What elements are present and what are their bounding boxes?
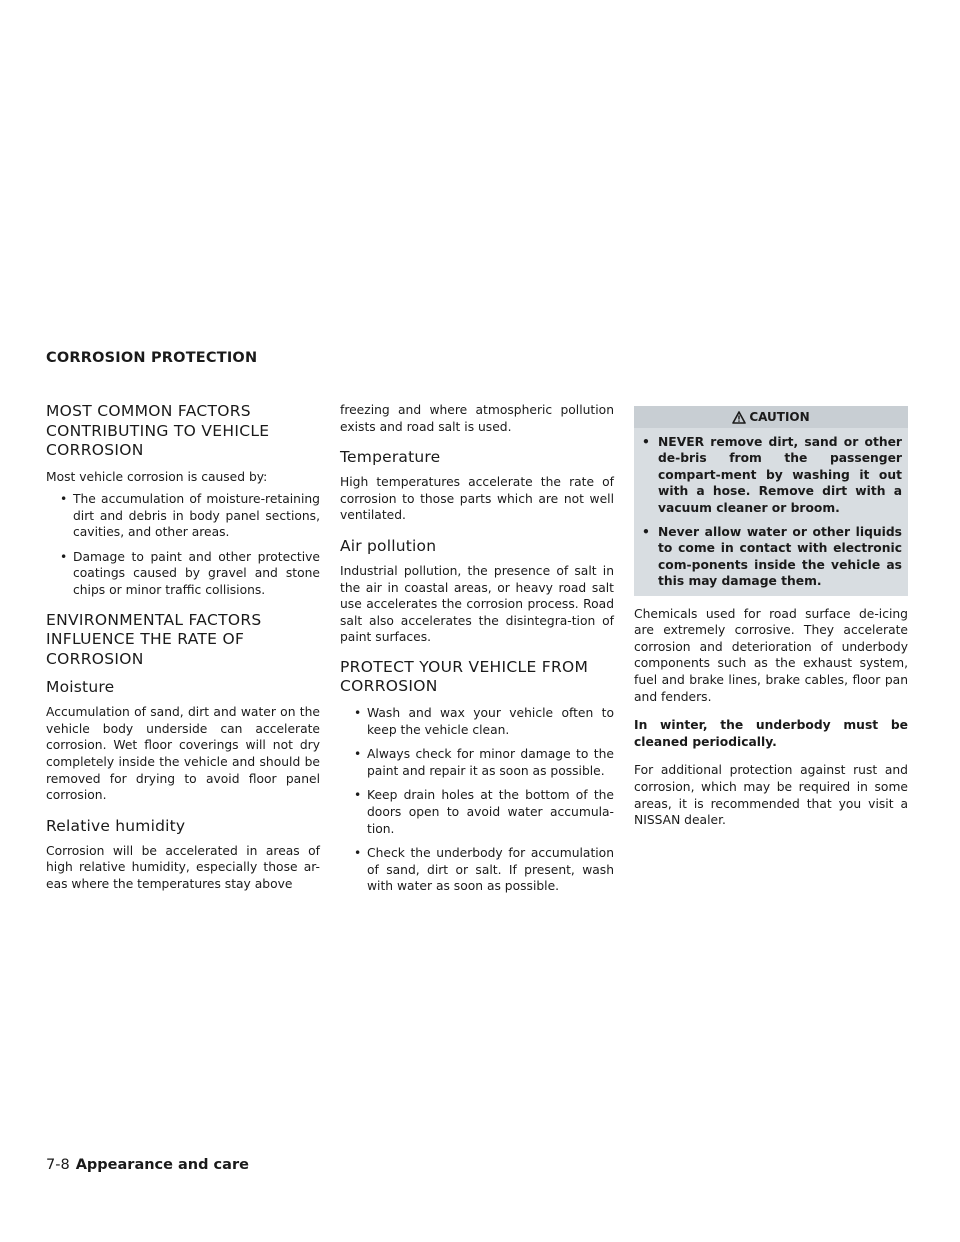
heading-common-factors: MOST COMMON FACTORS CONTRIBUTING TO VEHICLE CORROSION — [46, 402, 270, 459]
section-title: CORROSION PROTECTION — [46, 350, 258, 366]
column-1 — [46, 402, 320, 905]
causes-list — [46, 491, 320, 599]
intro-paragraph: Most vehicle corrosion is caused by: — [46, 469, 268, 484]
heading-relative-humidity: Relative humidity — [46, 816, 186, 835]
protect-list — [340, 705, 614, 895]
heading-temperature: Temperature — [340, 448, 441, 467]
heading-moisture: Moisture — [46, 678, 115, 697]
heading-protect-vehicle: PROTECT YOUR VEHICLE FROM CORROSION — [340, 657, 589, 696]
caution-box — [634, 406, 908, 596]
page-number: 7-8 — [46, 1157, 70, 1173]
list-item: • Always check for minor damage to the paint and repair it as soon as possible. — [354, 746, 614, 779]
list-item: • The accumulation of moisture-retaining dirt and debris in body panel sections, cavities, and other areas. — [60, 491, 320, 541]
caution-list — [634, 428, 908, 590]
chemicals-paragraph: Chemicals used for road surface de-icing are extremely corrosive. They accelerate corrosion and deterioration of underbody components such as the exhaust system, fuel and brake lines, brake cables, floor pan and fenders. — [634, 606, 908, 704]
column-2 — [340, 402, 614, 907]
heading-air-pollution: Air pollution — [340, 536, 437, 555]
caution-header — [634, 406, 908, 428]
chapter-title: Appearance and care — [75, 1157, 249, 1173]
list-item: • Keep drain holes at the bottom of the doors open to avoid water accumula-tion. — [354, 787, 614, 837]
column-3 — [634, 402, 908, 841]
warning-triangle-icon — [732, 411, 746, 424]
list-item: • Never allow water or other liquids to come in contact with electronic com-ponents inside the vehicle as this may damage them. — [642, 524, 902, 590]
heading-environmental-factors: ENVIRONMENTAL FACTORS INFLUENCE THE RATE OF CORROSION — [46, 610, 262, 668]
winter-paragraph: In winter, the underbody must be cleaned periodically. — [634, 718, 908, 749]
air-pollution-paragraph: Industrial pollution, the presence of salt in the air in coastal areas, or heavy road salt use accelerates the corrosion process. Road salt also accelerates the disintegra-tion of paint surfaces. — [340, 563, 614, 645]
list-item: • NEVER remove dirt, sand or other de-bris from the passenger compart-ment by washing it out with a hose. Remove dirt with a vacuum cleaner or broom. — [642, 434, 902, 516]
caution-title: CAUTION — [749, 410, 810, 424]
list-item: • Damage to paint and other protective coatings caused by gravel and stone chips or minor traffic collisions. — [60, 549, 320, 599]
humidity-continued-paragraph: freezing and where atmospheric pollution exists and road salt is used. — [340, 403, 614, 434]
list-item: • Check the underbody for accumulation of sand, dirt or salt. If present, wash with water as soon as possible. — [354, 845, 614, 895]
temperature-paragraph: High temperatures accelerate the rate of corrosion to those parts which are not well ventilated. — [340, 475, 614, 523]
additional-protection-paragraph: For additional protection against rust and corrosion, which may be required in some areas, it is recommended that you visit a NISSAN dealer. — [634, 763, 908, 828]
humidity-paragraph: Corrosion will be accelerated in areas of high relative humidity, especially those ar-eas where the temperatures stay above — [46, 843, 320, 891]
page-footer — [46, 1157, 249, 1173]
list-item: • Wash and wax your vehicle often to keep the vehicle clean. — [354, 705, 614, 738]
moisture-paragraph: Accumulation of sand, dirt and water on the vehicle body underside can accelerate corrosion. Wet floor coverings will not dry completely inside the vehicle and should be removed for drying to avoid floor panel corrosion. — [46, 705, 320, 803]
